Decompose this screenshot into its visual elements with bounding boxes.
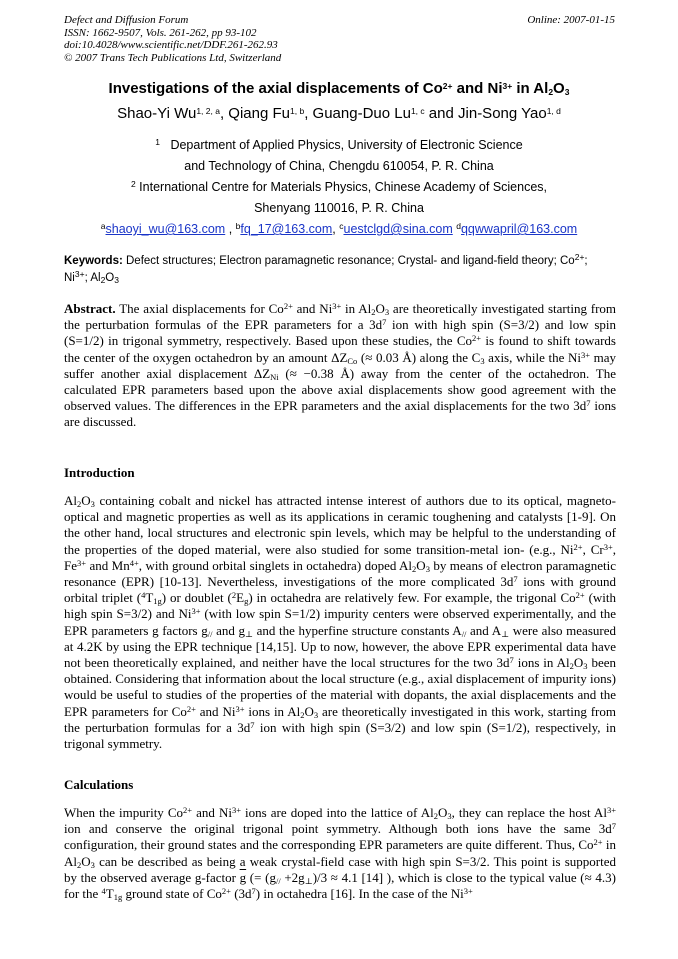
introduction-paragraph: $Al_2O_3$ containing cobalt and nickel has attracted intense interest of authors due to its optical, magneto-optical and magnetic properties as well as its applications in ceramic toughening and catalysts [1-9]. On the other hand, local structures and electronic spin levels, which may be helpful to the understanding of the properties of the doped material, were also studied for some transition-metal ion- (e.g., $Ni^{2+}$, $Cr^{3+}$, $Fe^{3+}$ and $Mn^{4+}$, with ground orbital singlets in octahedra) doped $Al_2O_3$ by means of electron paramagnetic resonance (EPR) [10-13]. Nevertheless, investigations of the more complicated $3d^7$ ions with ground orbital triplet $(^4T_{1g})$ or doublet $(^2E_g)$ in octahedra are relatively few. For example, the trigonal $Co^{2+}$ (with high spin S=3/2) and $Ni^{3+}$ (with low spin S=1/2) impurity centers were observed experimentally, and the EPR parameters g factors $g_{//}$ and $g_\perp$ and the hyperfine structure constants $A_{//}$ and $A_\perp$ were also measured at 4.2K by using the EPR technique [14,15]. Up to now, however, the above EPR experimental data have not been theoretically explained, and neither have the local structures for the two $3d^7$ ions in $Al_2O_3$ been obtained. Considering that information about the local structure (e.g., axial displacement of impurity ions) would be useful to studies of the properties of the material with dopants, the axial displacements and the EPR parameters for $Co^{2+}$ and $Ni^{3+}$ ions in $Al_2O_3$ are theoretically investigated in this work, starting from the perturbation formulas for a $3d^7$ ion with high spin (S=3/2) and low spin (S=1/2), respectively, in trigonal symmetry. — [64, 493, 617, 752]
calculations-heading: Calculations — [64, 777, 134, 792]
author-list: Shao-Yi Wu$^{1, 2, a}$, Qiang Fu$^{1, b}$, Guang-Duo Lu$^{1, c}$ and Jin-Song Yao$^{1, d}$ — [117, 105, 561, 122]
email-link[interactable]: shaoyi_wu@163.com — [105, 222, 226, 236]
abstract-paragraph: Abstract. The axial displacements for $Co^{2+}$ and $Ni^{3+}$ in $Al_2O_3$ are theoretically investigated starting from the perturbation formulas of the EPR parameters for a $3d^7$ ion with high spin (S=3/2) and low spin (S=1/2) in trigonal symmetry, respectively. Based upon these studies, the $Co^{2+}$ is found to shift towards the center of the oxygen octahedron by an amount $\Delta Z_{Co}$ (≈ 0.03 Å) along the $C_3$ axis, while the $Ni^{3+}$ may suffer another axial displacement $\Delta Z_{Ni}$ (≈ −0.38 Å) away from the center of the octahedron. The calculated EPR parameters based upon the above axial displacements show good agreement with the observed values. The differences in the EPR parameters and the axial displacements for the two $3d^7$ ions are discussed. — [64, 301, 617, 430]
email-link[interactable]: qqwwapril@163.com — [460, 222, 578, 236]
paper-title: Investigations of the axial displacements of $Co^{2+}$ and $Ni^{3+}$ in $Al_2O_3$ — [108, 80, 570, 98]
email-link[interactable]: uestclgd@sina.com — [343, 222, 453, 236]
issn-line: ISSN: 1662-9507, Vols. 261-262, pp 93-102 — [64, 26, 257, 39]
journal-header — [64, 14, 281, 64]
calculations-paragraph: When the impurity $Co^{2+}$ and $Ni^{3+}$ ions are doped into the lattice of $Al_2O_3$, they can replace the host $Al^{3+}$ ion and conserve the original trigonal point symmetry. Although both ions have the same $3d^7$ configuration, their ground states and the corresponding EPR parameters are quite different. Thus, $Co^{2+}$ in $Al_2O_3$ can be described as being a weak crystal-field case with high spin S=3/2. This point is supported by the observed average g-factor $\overline{g}$ (= $(g_{//} +2g_\perp)/3 \approx 4.1$ [14] ), which is close to the typical value (≈ 4.3) for the $^4T_{1g}$ ground state of $Co^{2+}$ $(3d^7)$ in octahedra [16]. In the case of the $Ni^{3+}$ — [64, 805, 616, 903]
author-name: Jin-Song Yao — [458, 105, 547, 122]
introduction-heading: Introduction — [64, 465, 135, 480]
email-list: $^a$shaoyi_wu@163.com , $^b$fq_17@163.com, $^c$uestclgd@sina.com $^d$qqwwapril@163.com — [100, 221, 578, 236]
email-link[interactable]: fq_17@163.com — [240, 222, 333, 236]
online-date: Online: 2007-01-15 — [527, 14, 615, 26]
affiliation-1-line-2: and Technology of China, Chengdu 610054, P. R. China — [184, 159, 494, 173]
keywords: Keywords: Defect structures; Electron paramagnetic resonance; Crystal- and ligand-field theory; $Co^{2+}$; $Ni^{3+}$; $Al_2O_3$ — [64, 252, 588, 286]
copyright-line: © 2007 Trans Tech Publications Ltd, Switzerland — [64, 51, 282, 64]
author-name: Qiang Fu — [228, 105, 290, 122]
affiliation-2-line-1: $^2$ International Centre for Materials Physics, Chinese Academy of Sciences, — [130, 179, 548, 194]
affiliation-1-line-1: $^1$ Department of Applied Physics, University of Electronic Science — [155, 137, 523, 152]
affiliation-2-line-2: Shenyang 110016, P. R. China — [254, 201, 424, 215]
doi-line: doi:10.4028/www.scientific.net/DDF.261-262.93 — [64, 39, 278, 51]
author-name: Guang-Duo Lu — [312, 105, 411, 122]
journal-name: Defect and Diffusion Forum — [64, 14, 189, 26]
keywords-label: Keywords: — [64, 255, 123, 267]
abstract-label: Abstract. — [64, 301, 116, 316]
author-name: Shao-Yi Wu — [117, 105, 197, 122]
